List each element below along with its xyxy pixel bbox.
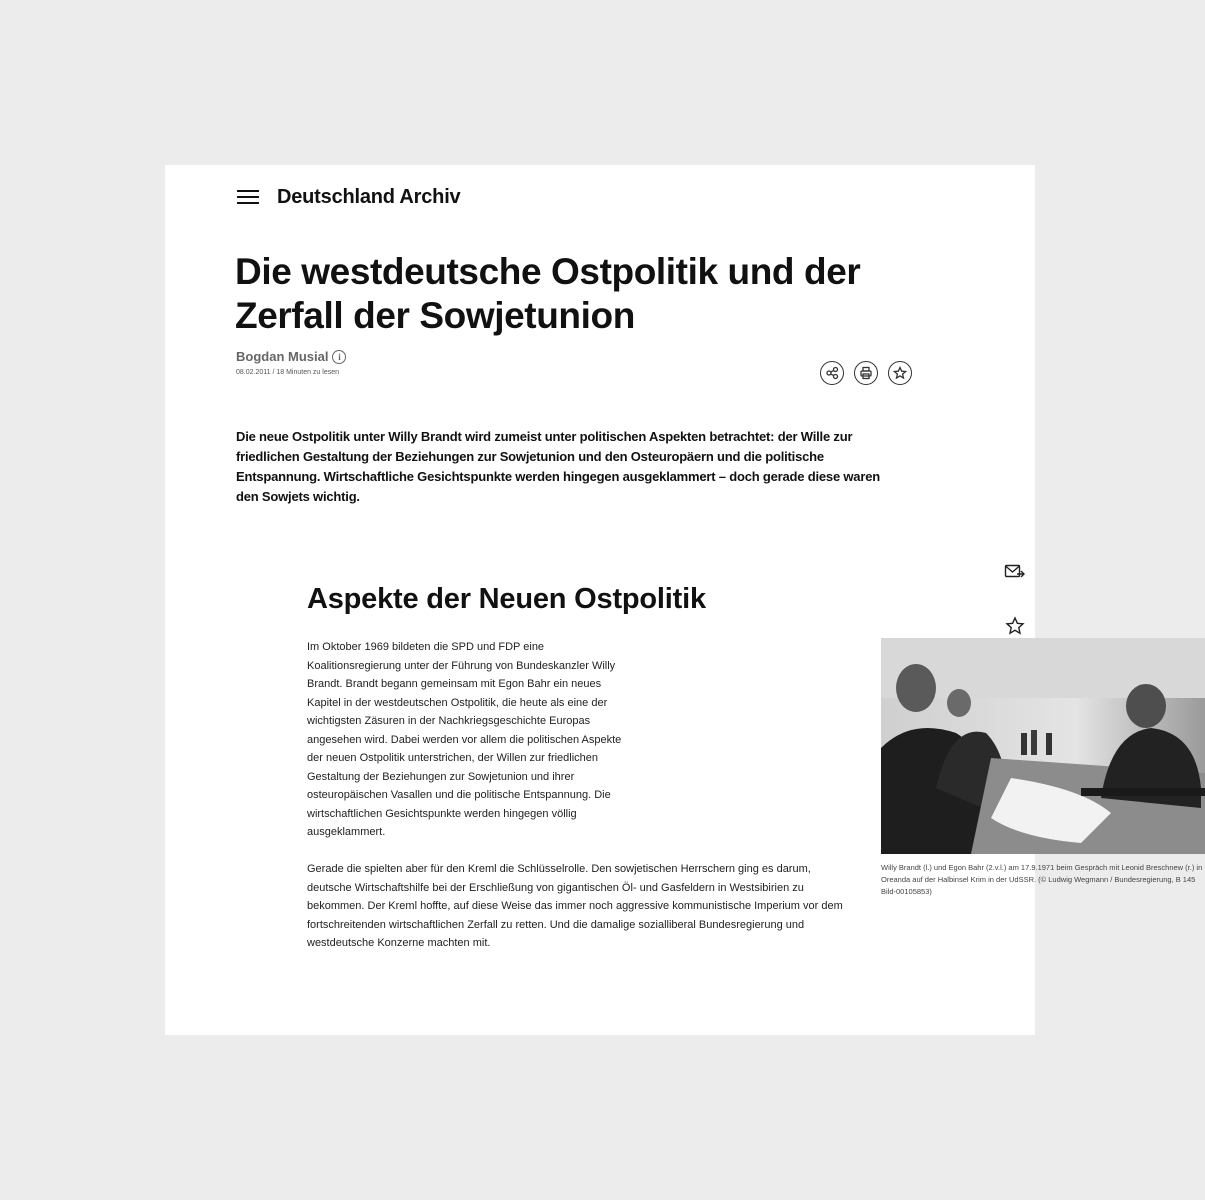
article-figure	[881, 638, 1205, 898]
share-icon[interactable]	[820, 361, 844, 385]
article-title: Die westdeutsche Ostpolitik und der Zerfall der Sowjetunion	[235, 251, 861, 336]
article-photo[interactable]	[881, 638, 1205, 854]
star-icon[interactable]	[1003, 614, 1027, 638]
body-paragraph: Im Oktober 1969 bildeten die SPD und FDP eine Koalitionsregierung unter der Führung von Bundeskanzler Willy Brandt. Brandt begann gemeinsam mit Egon Bahr ein neues Kapitel in der westdeutschen Ostpolitik, die heute als eine der wichtigsten Zäsuren in der Nachkriegsgeschichte Europas angesehen wird. Dabei werden vor allem die politischen Aspekte der neuen Ostpolitik unterstrichen, der Willen zur friedlichen Gestaltung der Beziehungen zur Sowjetunion und ihrer osteuropäischen Vasallen und die politische Entspannung. Die wirtschaftlichen Gesichtspunkte werden hingegen völlig ausgeklammert.	[307, 641, 622, 838]
site-brand[interactable]: Deutschland Archiv	[277, 185, 461, 208]
mail-icon[interactable]	[1003, 560, 1027, 584]
hamburger-menu-icon[interactable]	[237, 185, 261, 209]
top-bar	[237, 185, 460, 209]
article-lead: Die neue Ostpolitik unter Willy Brandt wird zumeist unter politischen Aspekten betrachtet: der Wille zur friedlichen Gestaltung der Beziehungen zur Sowjetunion und den Osteuropäern und die politische Entspannung. Wirtschaftliche Gesichtspunkte werden hingegen ausgeklammert – doch gerade diese waren den Sowjets wichtig.	[236, 429, 880, 504]
article-meta: 08.02.2011 / 18 Minuten zu lesen	[236, 369, 340, 376]
author-name[interactable]: Bogdan Musial	[236, 349, 329, 364]
section-title: Aspekte der Neuen Ostpolitik	[307, 583, 706, 615]
byline	[236, 349, 346, 364]
info-icon[interactable]: i	[332, 350, 346, 364]
body-paragraph: Gerade die spielten aber für den Kreml die Schlüsselrolle. Den sowjetischen Herrschern ging es darum, deutsche Wirtschaftshilfe bei der Erschließung von gigantischen Öl- und Gasfeldern in Westsibirien zu bekommen. Der Kreml hoffte, auf diese Weise das immer noch aggressive kommunistische Imperium vor dem fortschreitenden wirtschaftlichen Zerfall zu retten. Und die damalige sozialliberal Bundesregierung und westdeutsche Konzerne machten mit.	[307, 863, 843, 949]
article-actions	[820, 361, 912, 385]
article-page	[165, 165, 1203, 1035]
article-body	[307, 638, 1203, 971]
figure-caption: Willy Brandt (l.) und Egon Bahr (2.v.l.) am 17.9.1971 beim Gespräch mit Leonid Breschnew (r.) in Oreanda auf der Halbinsel Krim in der UdSSR. (© Ludwig Wegmann / Bundesregierung, B 145 Bild-00105853)	[881, 863, 1203, 896]
print-icon[interactable]	[854, 361, 878, 385]
star-icon[interactable]	[888, 361, 912, 385]
